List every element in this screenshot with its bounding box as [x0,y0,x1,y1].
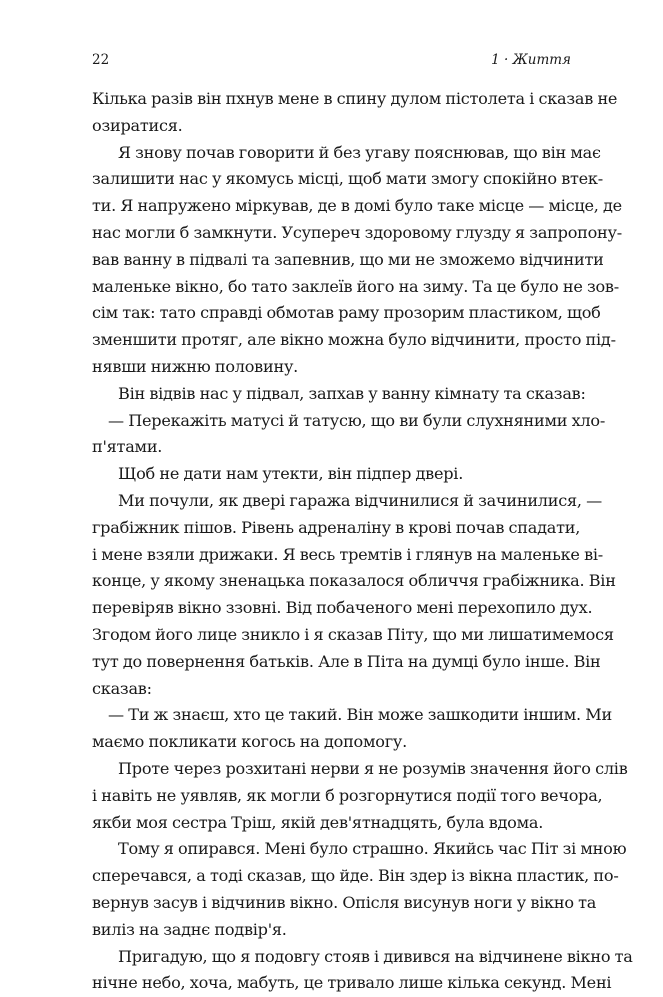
text-line: Я знову почав говорити й без угаву пояснював, що він має [118,142,601,162]
text-line: маємо покликати когось на допомогу. [92,732,407,752]
text-line: тут до повернення батьків. Але в Піта на думці було інше. Він [92,651,601,671]
text-line: озиратися. [92,115,183,135]
text-line: сперечався, а тоді сказав, що йде. Він здер із вікна пластик, по- [92,866,619,886]
text-line: якби моя сестра Тріш, якій дев'ятнадцять, була вдома. [92,812,544,832]
text-line: п'ятами. [92,437,163,457]
text-line: грабіжник пішов. Рівень адреналіну в крові почав спадати, [92,517,581,537]
text-line: сказав: [92,678,152,698]
body-text [92,86,633,997]
text-line: Пригадую, що я подовгу стояв і дивився на відчинене вікно та [118,946,633,966]
text-line: вернув засув і відчинив вікно. Опісля висунув ноги у вікно та [92,892,597,912]
text-line: нас могли б замкнути. Усупереч здоровому глузду я запропону- [92,222,622,242]
text-line: — Ти ж знаєш, хто це такий. Він може зашкодити іншим. Ми [108,705,612,725]
text-line: — Перекажіть матусі й татусю, що ви були слухняними хло- [108,410,606,430]
text-line: ти. Я напружено міркував, де в домі було таке місце — місце, де [92,196,622,216]
text-line: маленьке вікно, бо тато заклеїв його на зиму. Та це було не зов- [92,276,619,296]
text-line: Він відвів нас у підвал, запхав у ванну кімнату та сказав: [118,383,586,403]
text-line: і мене взяли дрижаки. Я весь тремтів і глянув на маленьке ві- [92,544,603,564]
page-number: 22 [92,52,110,68]
running-head [92,50,571,70]
text-line: Згодом його лице зникло і я сказав Піту, що ми лишатимемося [92,624,614,644]
text-line: Кілька разів він пхнув мене в спину дулом пістолета і сказав не [92,89,618,108]
text-line: нічне небо, хоча, мабуть, це тривало лише кілька секунд. Мені [92,973,612,993]
text-line: нявши нижню половину. [92,356,299,376]
text-line: і навіть не уявляв, як могли б розгорнутися події того вечора, [92,785,603,805]
text-line: Тому я опирався. Мені було страшно. Якийсь час Піт зі мною [118,839,627,859]
text-line: виліз на заднє подвір'я. [92,919,287,939]
text-line: конце, у якому зненацька показалося обличчя грабіжника. Він [92,571,616,591]
text-line: вав ванну в підвалі та запевнив, що ми не зможемо відчинити [92,249,604,269]
text-line: Ми почули, як двері гаража відчинилися й зачинилися, — [118,490,602,510]
text-line: зменшити протяг, але вікно можна було відчинити, просто під- [92,330,616,350]
chapter-title: 1 · Життя [491,52,571,68]
text-line: Щоб не дати нам утекти, він підпер двері. [118,464,464,484]
text-line: залишити нас у якомусь місці, щоб мати змогу спокійно втек- [92,169,603,189]
text-line: сім так: тато справді обмотав раму прозорим пластиком, щоб [92,303,601,323]
text-line: перевіряв вікно ззовні. Від побаченого мені перехопило дух. [92,598,593,618]
text-line: Проте через розхитані нерви я не розумів значення його слів [118,758,628,778]
